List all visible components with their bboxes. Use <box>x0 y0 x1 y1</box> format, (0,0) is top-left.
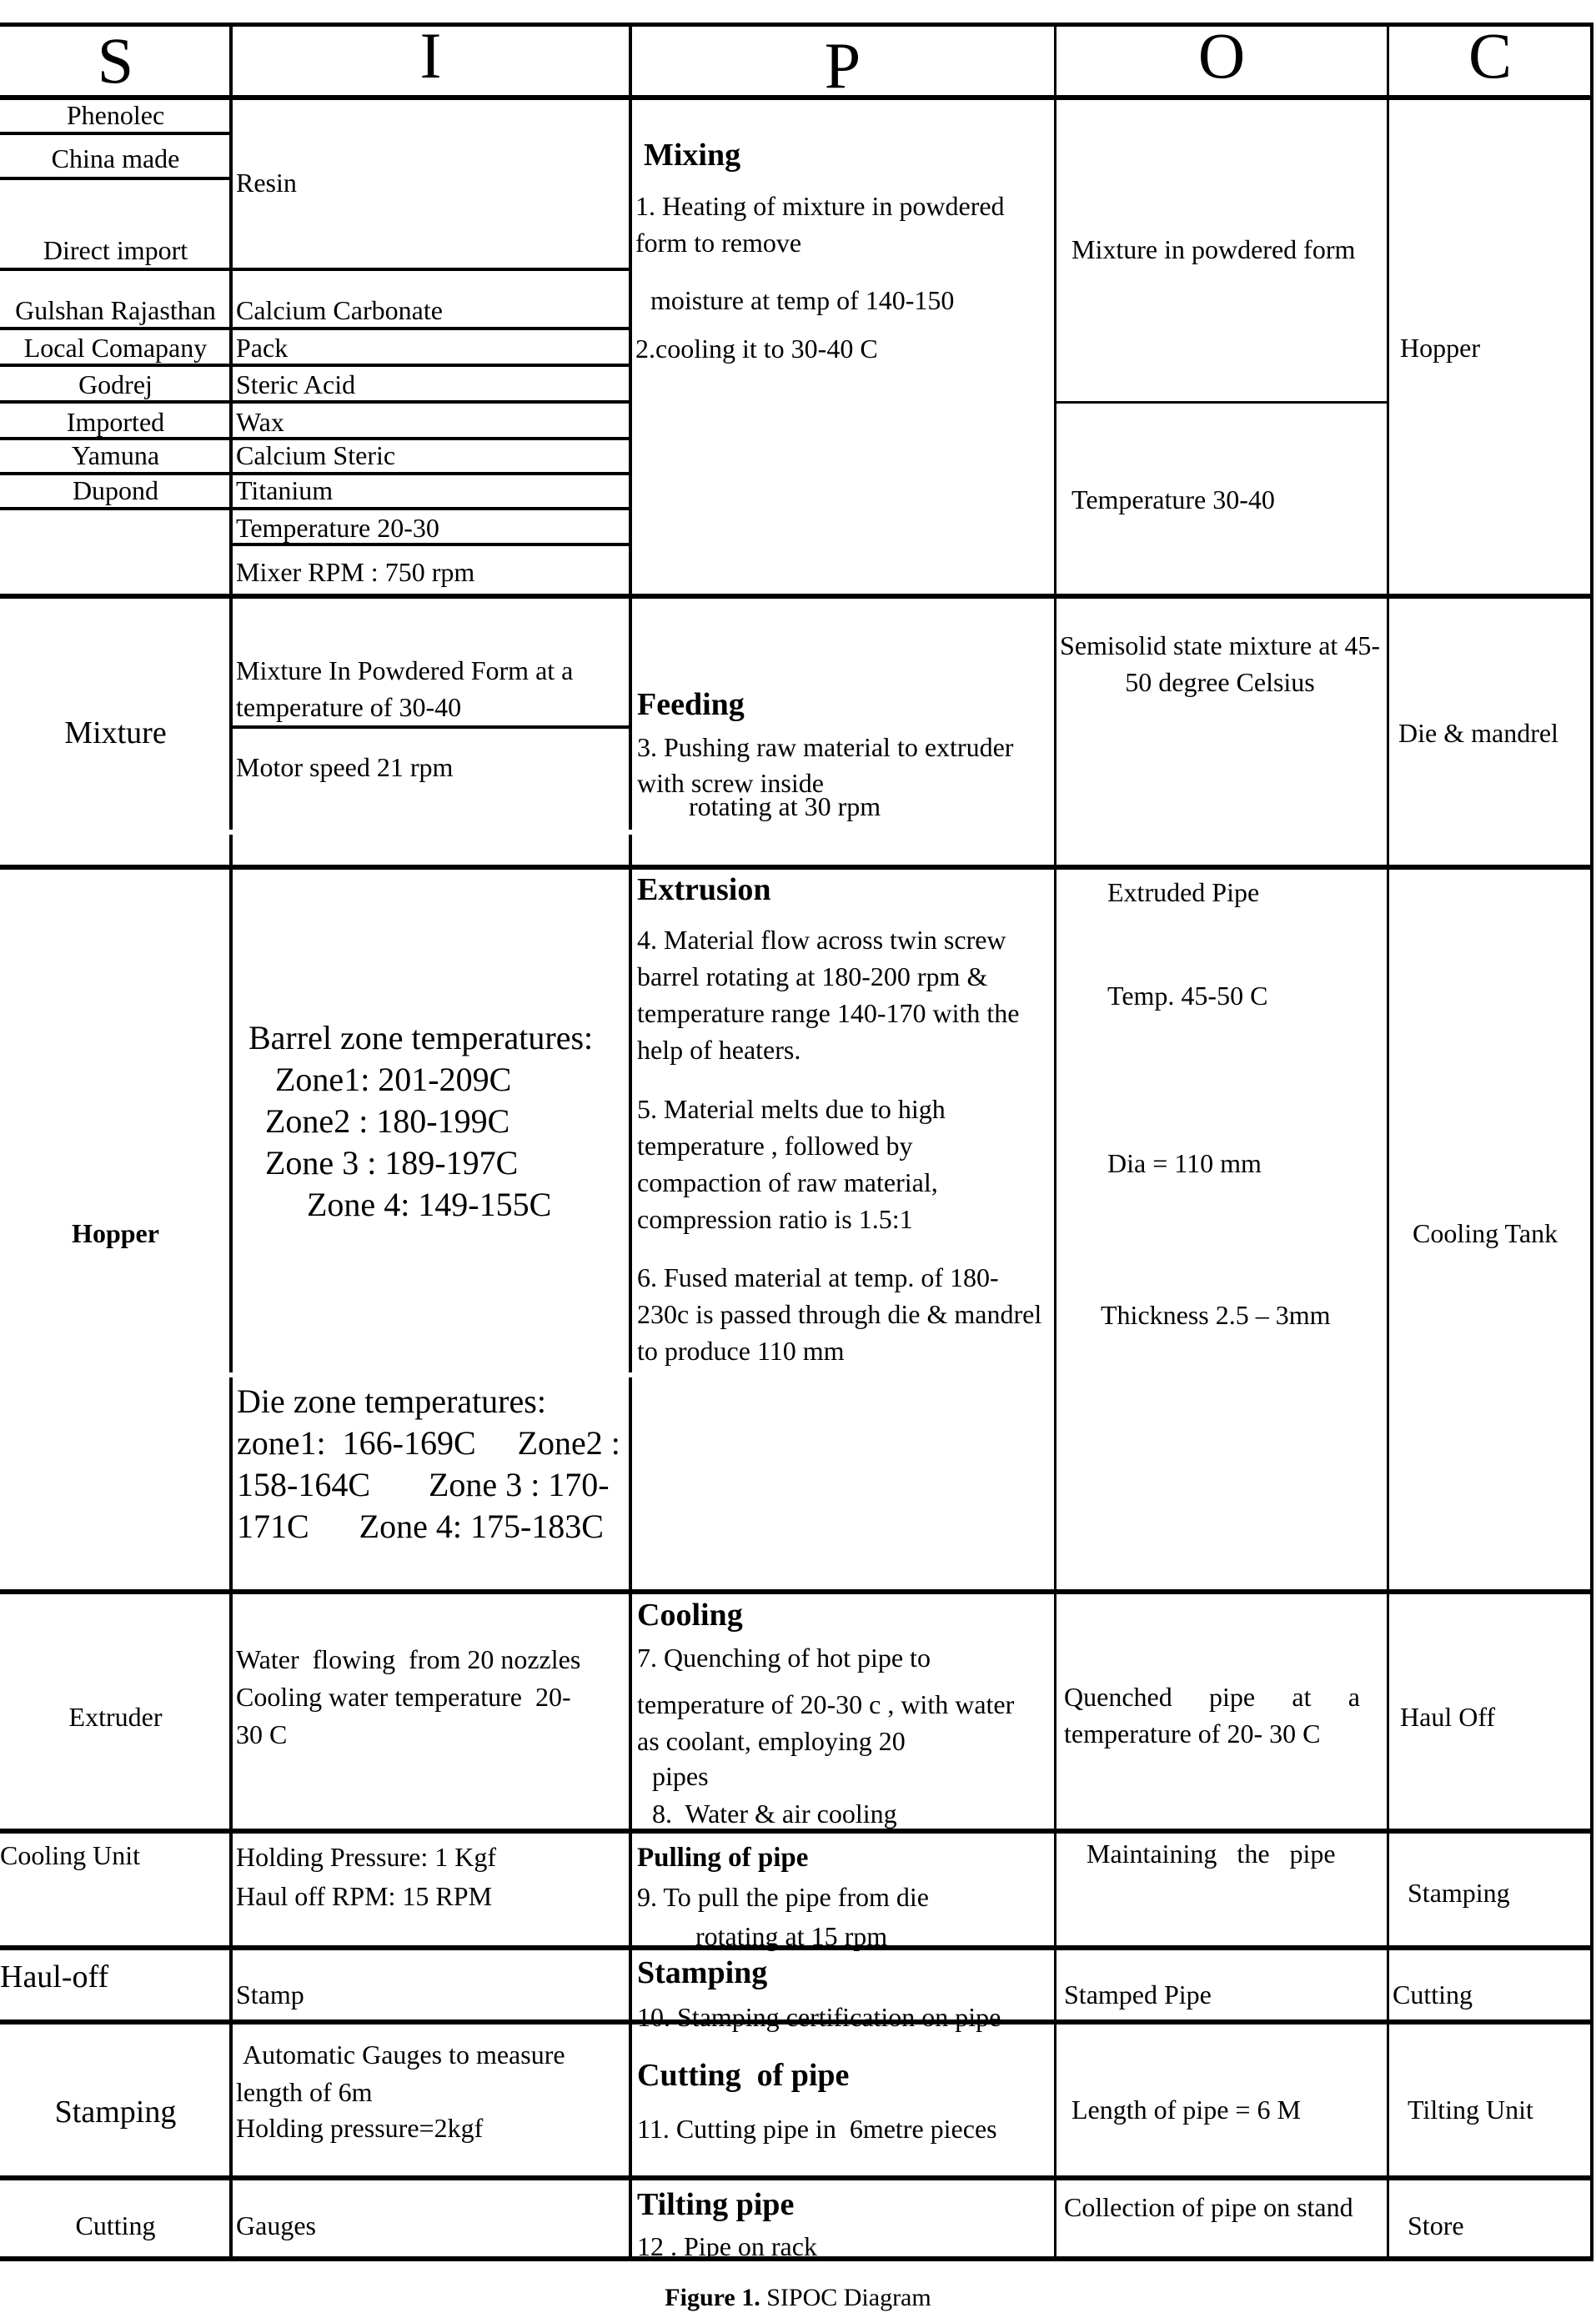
input-cell: Holding pressure=2kgf <box>236 2113 484 2143</box>
header-output: O <box>1197 19 1246 92</box>
figure-caption <box>0 2283 1596 2313</box>
process-step: 7. Quenching of hot pipe to <box>637 1643 931 1673</box>
process-step: 2.cooling it to 30-40 C <box>635 334 878 364</box>
col-divider-s-i <box>229 835 233 1372</box>
process-step: temperature of 20-30 c , with water as coolant, employing 20 <box>637 1689 1015 1756</box>
process-step: 10. Stamping certification on pipe <box>637 2002 1001 2032</box>
supplier-cell: China made <box>51 143 180 173</box>
process-title: Mixing <box>644 138 741 173</box>
process-step: 4. Material flow across twin screw barrel rotating at 180-200 rpm & temperature range 140-170 with the help of heaters. <box>637 925 1020 1065</box>
process-step: 3. Pushing raw material to extruder with screw inside <box>637 732 1014 798</box>
cell-divider <box>231 725 630 729</box>
process-title: Cutting of pipe <box>637 2058 850 2093</box>
process-step: 12 . Pipe on rack <box>637 2231 817 2261</box>
row-divider <box>0 2175 1593 2180</box>
col-divider-p-o <box>1054 23 1056 2261</box>
output-cell: Maintaining the pipe <box>1087 1839 1336 1869</box>
input-cell: Calcium Carbonate <box>236 295 443 325</box>
output-cell: Dia = 110 mm <box>1107 1148 1262 1178</box>
input-cell: Gauges <box>236 2210 316 2240</box>
output-cell: Temp. 45-50 C <box>1107 981 1268 1011</box>
supplier-cell: Cooling Unit <box>0 1840 141 1870</box>
supplier-cell: Godrej <box>78 369 153 399</box>
process-step: 8. Water & air cooling <box>652 1799 897 1829</box>
input-cell: Cooling water temperature 20- <box>236 1682 571 1712</box>
customer-cell: Cutting <box>1393 1979 1473 2009</box>
col-divider-o-c <box>1387 23 1389 2261</box>
supplier-cell: Mixture <box>64 715 167 750</box>
input-cell: Mixture In Powdered Form at a temperature of 30-40 <box>236 655 574 722</box>
process-step-clipped: rotating at 30 rpm <box>689 791 881 821</box>
input-cell: Steric Acid <box>236 369 356 399</box>
barrel-zone: Zone2 : 180-199C <box>265 1102 510 1140</box>
input-cell-clipped: 30 C <box>236 1719 288 1749</box>
table-border-right <box>1590 23 1593 2261</box>
supplier-cell: Hopper <box>72 1218 159 1248</box>
cell-divider <box>0 177 231 180</box>
header-supplier: S <box>97 24 134 97</box>
barrel-zone: Zone 4: 149-155C <box>307 1186 552 1223</box>
process-step: pipes <box>652 1761 709 1791</box>
supplier-cell: Haul-off <box>0 1959 109 1994</box>
customer-cell: Stamping <box>1408 1878 1510 1908</box>
input-cell: Automatic Gauges to measure length of 6m <box>236 2040 565 2107</box>
barrel-zone: Zone1: 201-209C <box>275 1061 512 1098</box>
process-title: Stamping <box>637 1955 768 1990</box>
input-cell: Temperature 20-30 <box>236 513 439 543</box>
input-cell: Pack <box>236 333 289 363</box>
output-cell: Thickness 2.5 – 3mm <box>1101 1300 1331 1330</box>
customer-cell: Haul Off <box>1400 1702 1496 1732</box>
customer-cell: Hopper <box>1400 333 1480 363</box>
customer-cell: Die & mandrel <box>1398 718 1558 748</box>
process-step: 1. Heating of mixture in powdered form to remove <box>635 191 1005 258</box>
header-process: P <box>824 29 861 102</box>
col-divider-i-p <box>629 23 632 830</box>
customer-cell: Store <box>1408 2210 1464 2240</box>
barrel-zone-title: Barrel zone temperatures: <box>248 1019 594 1056</box>
process-step: rotating at 15 rpm <box>695 1921 888 1951</box>
input-cell: Resin <box>236 168 297 198</box>
cell-divider <box>1055 401 1388 404</box>
process-title: Tilting pipe <box>637 2187 795 2222</box>
output-cell: Stamped Pipe <box>1064 1979 1212 2009</box>
input-cell: Wax <box>236 407 284 437</box>
process-step: 9. To pull the pipe from die <box>637 1882 929 1912</box>
input-cell: Calcium Steric <box>236 440 396 470</box>
input-cell: Holding Pressure: 1 Kgf <box>236 1842 496 1872</box>
supplier-cell: Extruder <box>68 1702 163 1732</box>
die-zone-temperatures: Die zone temperatures: zone1: 166-169C Zone2 : 158-164C Zone 3 : 170-171C Zone 4: 175-183C <box>237 1382 629 1545</box>
output-cell: Extruded Pipe <box>1107 877 1260 907</box>
input-cell: Haul off RPM: 15 RPM <box>236 1881 493 1911</box>
col-divider-i-p <box>629 1377 632 2261</box>
process-title: Feeding <box>637 687 745 722</box>
output-cell: Collection of pipe on stand <box>1064 2192 1353 2222</box>
supplier-cell: Dupond <box>72 475 159 505</box>
output-cell: Length of pipe = 6 M <box>1072 2095 1301 2125</box>
header-input: I <box>419 19 442 92</box>
customer-cell: Cooling Tank <box>1413 1218 1558 1248</box>
supplier-cell: Yamuna <box>71 440 160 470</box>
output-cell: Quenched pipe at a temperature of 20- 30 C <box>1064 1682 1360 1749</box>
figure-title: SIPOC Diagram <box>760 2284 931 2311</box>
input-cell: Titanium <box>236 475 334 505</box>
supplier-cell: Direct import <box>43 235 188 265</box>
input-cell: Mixer RPM : 750 rpm <box>236 557 475 587</box>
row-divider <box>0 1589 1593 1594</box>
process-step: 5. Material melts due to high temperature , followed by compaction of raw material, compression ratio is 1.5:1 <box>637 1094 946 1234</box>
supplier-cell: Cutting <box>75 2210 156 2240</box>
supplier-cell: Local Comapany <box>23 333 208 363</box>
process-step: 6. Fused material at temp. of 180-230c is passed through die & mandrel to produce 110 mm <box>637 1262 1042 1366</box>
process-step: 11. Cutting pipe in 6metre pieces <box>637 2114 997 2144</box>
row-divider <box>0 594 1593 599</box>
output-cell: Mixture in powdered form <box>1072 234 1356 264</box>
output-cell: Semisolid state mixture at 45-50 degree Celsius <box>1060 630 1380 697</box>
supplier-cell: Gulshan Rajasthan <box>15 295 216 325</box>
col-divider-i-p <box>629 835 632 1372</box>
supplier-cell: Phenolec <box>66 100 165 130</box>
customer-cell: Tilting Unit <box>1408 2095 1533 2125</box>
input-cell: Stamp <box>236 1979 304 2009</box>
output-cell: Temperature 30-40 <box>1072 484 1275 514</box>
supplier-cell: Imported <box>66 407 165 437</box>
figure-label: Figure 1. <box>665 2284 760 2311</box>
barrel-zone: Zone 3 : 189-197C <box>265 1144 519 1182</box>
process-title: Pulling of pipe <box>637 1843 809 1873</box>
process-title: Extrusion <box>637 872 771 907</box>
input-cell: Motor speed 21 rpm <box>236 752 454 782</box>
row-divider <box>0 865 1593 870</box>
input-cell: Water flowing from 20 nozzles <box>236 1644 581 1674</box>
supplier-cell: Stamping <box>54 2095 177 2130</box>
process-step: moisture at temp of 140-150 <box>650 285 955 315</box>
process-title: Cooling <box>637 1598 743 1633</box>
header-customer: C <box>1468 19 1513 92</box>
